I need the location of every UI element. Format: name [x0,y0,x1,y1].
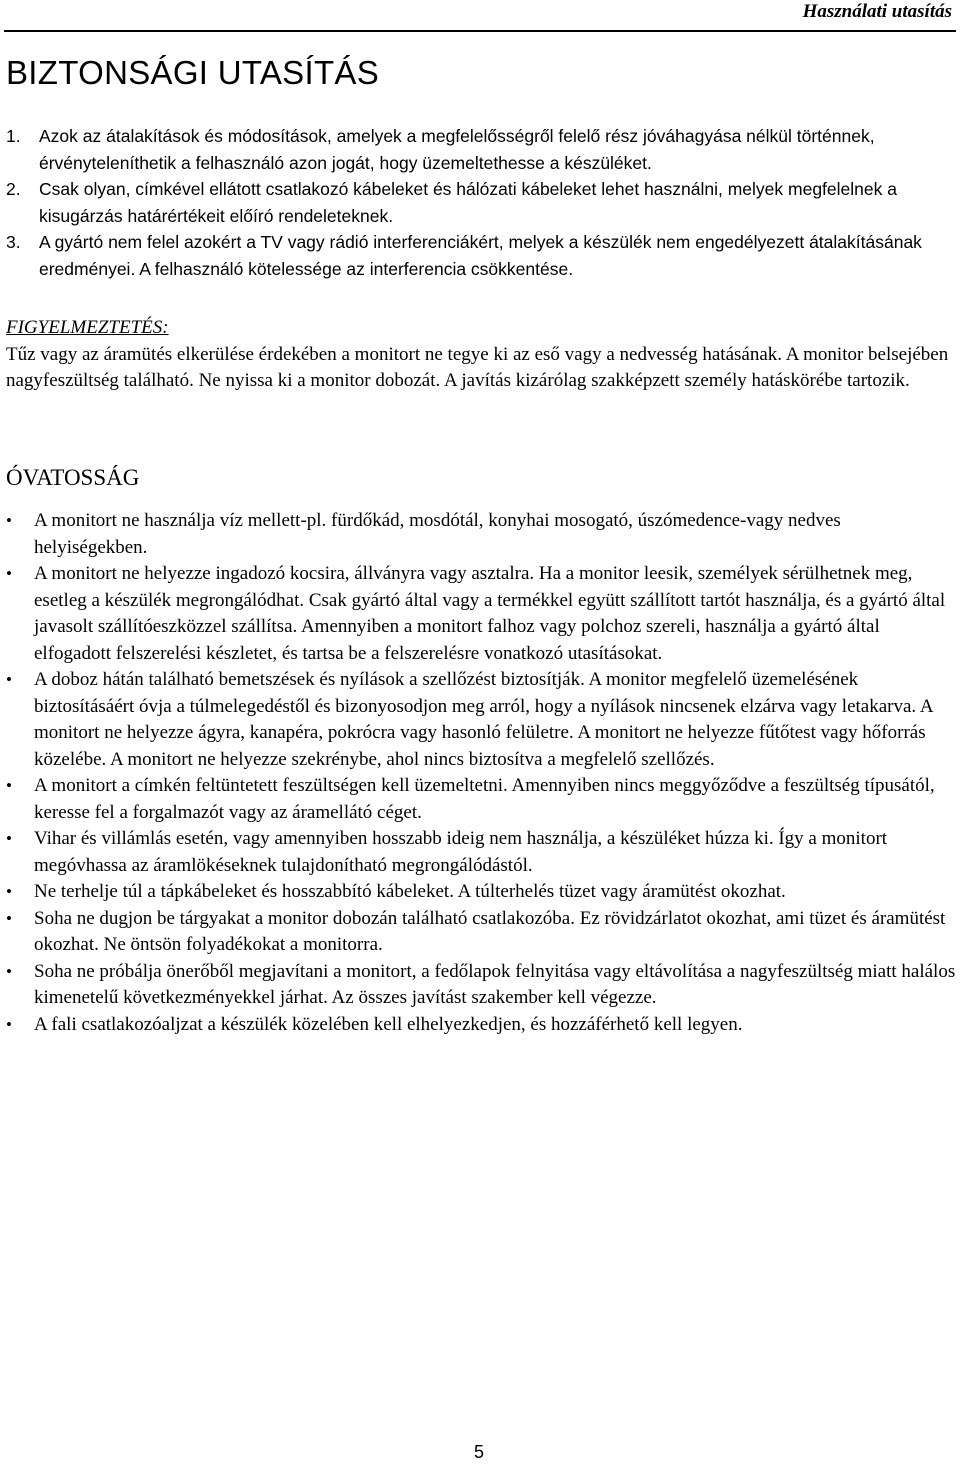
bullet-icon: • [6,908,12,928]
list-item-text: A doboz hátán található bemetszések és nyílások a szellőzést biztosítják. A monitor megfelelő üzemelésének biztosításáért óvja a túlmelegedéstől és bizonyosodjon meg arról, hogy a nyílások nincsenek elzárva vagy letakarva. A monitort ne helyezze ágyra, kanapéra, pokrócra vagy hasonló felületre. A monitort ne helyezze fűtőtest vagy hőforrás közelébe. A monitort ne helyezze szekrénybe, ahol nincs biztosítva a megfelelő szellőzés. [34,669,933,770]
running-header: Használati utasítás [802,1,952,22]
header-divider [4,30,956,32]
list-item-text: A monitort a címkén feltüntetett feszültségen kell üzemeltetni. Amennyiben nincs meggyőződve a feszültség típusától, keresse fel a forgalmazót vagy az áramellátó céget. [34,775,935,823]
list-item [6,508,956,561]
caution-list [6,508,956,1038]
numbered-list [6,123,951,282]
list-item [6,959,956,1012]
numbered-item [6,229,951,282]
bullet-icon: • [6,829,12,848]
item-number: 2. [6,179,21,199]
list-item-text: Vihar és villámlás esetén, vagy amennyiben hosszabb ideig nem használja, a készüléket húzza ki. Így a monitort megóvhassa az áramlökéseknek tulajdonítható megrongálódástól. [34,828,888,876]
list-item-text: A fali csatlakozóaljzat a készülék közelében kell elhelyezkedjen, és hozzáférhető kell legyen. [34,1013,743,1035]
list-item [6,906,956,959]
bullet-icon: • [6,511,12,530]
list-item-text: A monitort ne helyezze ingadozó kocsira, állványra vagy asztalra. Ha a monitor leesik, személyek sérülhetnek meg, esetleg a készülék megrongálódhat. Csak gyártó által vagy a termékkel együtt szállított tartót használja, és a gyártó által javasolt szállítóeszközzel szállítsa. Amennyiben a monitort falhoz vagy polchoz szereli, használja a gyártó által elfogadott felszerelési készletet, és tartsa be a felszerelésre vonatkozó utasításokat. [34,563,946,664]
item-number: 1. [6,126,21,146]
bullet-icon: • [6,1014,12,1034]
item-text: Azok az átalakítások és módosítások, amelyek a megfelelősségről felelő rész jóváhagyása nélkül történnek, érvényteleníthetik a felhasználó azon jogát, hogy üzemeltethesse a készüléket. [39,126,875,173]
list-item-text: Soha ne dugjon be tárgyakat a monitor dobozán található csatlakozóba. Ez rövidzárlatot okozhat, ami tüzet és áramütést okozhat. Ne öntsön folyadékokat a monitorra. [34,907,946,955]
item-text: A gyártó nem felel azokért a TV vagy rádió interferenciákért, melyek a készülék nem engedélyezett átalakításának eredményei. A felhasználó kötelessége az interferencia csökkentése. [39,232,922,279]
page-title: BIZTONSÁGI UTASÍTÁS [6,54,380,91]
list-item [6,773,956,826]
list-item-text: Soha ne próbálja önerőből megjavítani a monitort, a fedőlapok felnyitása vagy eltávolítása a nagyfeszültség miatt halálos kimenetelű következményekkel járhat. Az összes javítást szakember kell végezze. [34,960,956,1008]
warning-section [6,315,956,395]
numbered-item [6,123,951,176]
list-item-text: Ne terhelje túl a tápkábeleket és hosszabbító kábeleket. A túlterhelés tüzet vagy áramütést okozhat. [34,881,786,902]
warning-title: FIGYELMEZTETÉS: [6,317,169,338]
item-number: 3. [6,232,21,252]
bullet-icon: • [6,564,12,583]
page-number: 5 [474,1442,485,1462]
list-item [6,879,956,906]
caution-title: ÓVATOSSÁG [6,465,140,490]
warning-text: Tűz vagy az áramütés elkerülése érdekében a monitort ne tegye ki az eső vagy a nedvesség hatásának. A monitor belsejében nagyfeszültség található. Ne nyissa ki a monitor dobozát. A javítás kizárólag szakképzett személy hatáskörébe tartozik. [6,343,949,391]
list-item-text: A monitort ne használja víz mellett-pl. fürdőkád, mosdótál, konyhai mosogató, úszómedence-vagy nedves helyiségekben. [34,510,841,558]
numbered-item [6,176,951,229]
list-item [6,1012,956,1039]
bullet-icon: • [6,961,12,981]
item-text: Csak olyan, címkével ellátott csatlakozó kábeleket és hálózati kábeleket lehet használni, melyek megfelelnek a kisugárzás határértékeit előíró rendeleteknek. [39,179,897,226]
list-item [6,561,956,667]
bullet-icon: • [6,776,12,795]
list-item [6,826,956,879]
bullet-icon: • [6,882,12,901]
bullet-icon: • [6,670,12,689]
list-item [6,667,956,773]
